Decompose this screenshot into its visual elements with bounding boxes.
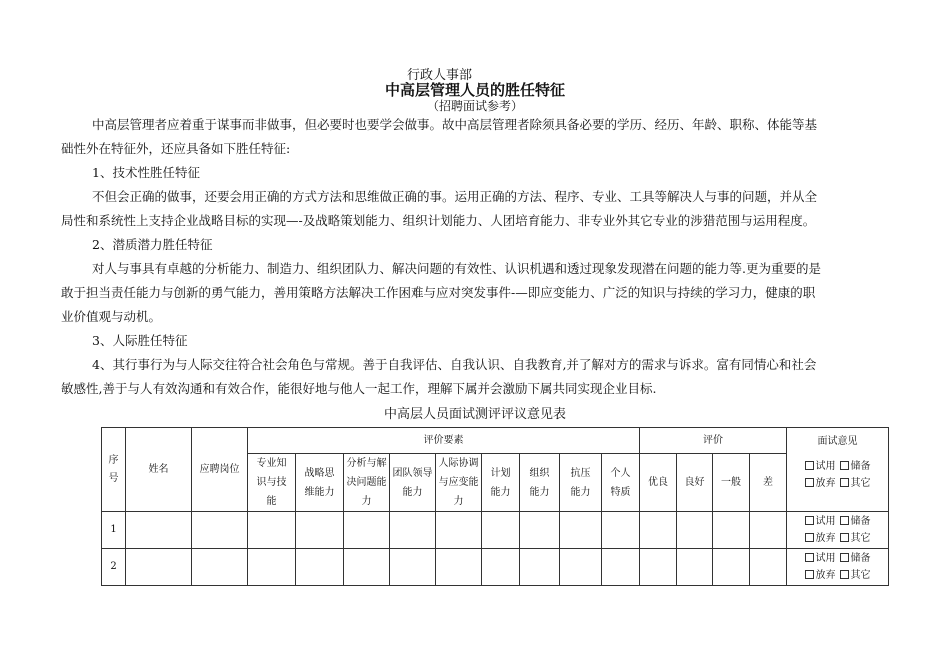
intro-paragraph-line: 中高层管理者应着重于谋事而非做事，但必要时也要学会做事。故中高层管理者除须具备必要的学历、经历、年龄、职称、体能等基: [92, 117, 818, 132]
checkbox[interactable]: [805, 553, 814, 562]
rating-header: 良好: [677, 454, 713, 512]
checkbox-label: 放弃: [815, 478, 836, 489]
score-cell[interactable]: [248, 512, 296, 549]
evaluation-table: [101, 427, 889, 586]
intro-paragraph-line: 础性外在特征外，还应具备如下胜任特征:: [61, 141, 291, 156]
rating-cell[interactable]: [677, 549, 713, 586]
score-cell[interactable]: [344, 549, 390, 586]
checkbox-label: 其它: [850, 533, 871, 544]
factor-header: 专业知识与技能: [248, 454, 296, 512]
checkbox[interactable]: [840, 516, 849, 525]
score-cell[interactable]: [248, 549, 296, 586]
body-text: [61, 113, 892, 401]
table-row: [102, 512, 889, 549]
score-cell[interactable]: [602, 549, 640, 586]
position-cell[interactable]: [192, 549, 248, 586]
header-name: 姓名: [126, 428, 192, 512]
factor-header: 人际协调与应变能力: [436, 454, 482, 512]
opinion-cell: [787, 512, 889, 549]
factor-header: 抗压能力: [560, 454, 602, 512]
position-cell[interactable]: [192, 512, 248, 549]
section-heading: 1、技术性胜任特征: [92, 165, 200, 180]
score-cell[interactable]: [296, 549, 344, 586]
rating-cell[interactable]: [677, 512, 713, 549]
score-cell[interactable]: [296, 512, 344, 549]
factor-header: 个人特质: [602, 454, 640, 512]
section2-paragraph-line: 业价值观与动机。: [61, 309, 162, 324]
factor-header: 计划能力: [482, 454, 520, 512]
checkbox[interactable]: [805, 570, 814, 579]
table-title: 中高层人员面试测评评议意见表: [383, 407, 566, 422]
checkbox-label: 储备: [850, 553, 871, 564]
score-cell[interactable]: [560, 512, 602, 549]
checkbox[interactable]: [805, 516, 814, 525]
factor-header: 分析与解决问题能力: [344, 454, 390, 512]
header-opinion: 面试意见 试用 储备 放弃 其它: [787, 428, 889, 512]
checkbox-label: 放弃: [815, 533, 836, 544]
header-rating-group: 评价: [640, 428, 787, 454]
score-cell[interactable]: [602, 512, 640, 549]
score-cell[interactable]: [436, 549, 482, 586]
row-seq: 2: [102, 549, 126, 586]
rating-header: 一般: [713, 454, 750, 512]
rating-cell[interactable]: [750, 512, 787, 549]
document-title: 中高层管理人员的胜任特征: [384, 81, 565, 99]
score-cell[interactable]: [482, 512, 520, 549]
checkbox[interactable]: [805, 478, 814, 487]
rating-header: 差: [750, 454, 787, 512]
score-cell[interactable]: [344, 512, 390, 549]
rating-header: 优良: [640, 454, 677, 512]
factor-header: 组织能力: [520, 454, 560, 512]
score-cell[interactable]: [390, 549, 436, 586]
checkbox-label: 储备: [850, 461, 871, 472]
department-label: 行政人事部: [407, 68, 473, 83]
score-cell[interactable]: [520, 549, 560, 586]
score-cell[interactable]: [436, 512, 482, 549]
header-factors-group: 评价要素: [248, 428, 640, 454]
checkbox[interactable]: [840, 570, 849, 579]
checkbox[interactable]: [805, 461, 814, 470]
checkbox-label: 储备: [850, 516, 871, 527]
rating-cell[interactable]: [640, 512, 677, 549]
checkbox-label: 试用: [815, 461, 836, 472]
factor-header: 团队领导能力: [390, 454, 436, 512]
section2-paragraph-line: 敢于担当责任能力与创新的勇气能力，善用策略方法解决工作困难与应对突发事件-—即应变能力、广泛的知识与持续的学习力，健康的职: [61, 285, 816, 300]
rating-cell[interactable]: [713, 549, 750, 586]
rating-cell[interactable]: [640, 549, 677, 586]
score-cell[interactable]: [390, 512, 436, 549]
section-heading: 2、潜质潜力胜任特征: [92, 237, 213, 252]
checkbox[interactable]: [840, 533, 849, 542]
checkbox-label: 试用: [815, 516, 836, 527]
header-seq: 序号: [102, 428, 126, 512]
section1-paragraph-line: 局性和系统性上支持企业战略目标的实现—-及战略策划能力、组织计划能力、人团培育能力、非专业外其它专业的涉猎范围与运用程度。: [61, 213, 816, 228]
section1-paragraph-line: 不但会正确的做事，还要会用正确的方式方法和思维做正确的事。运用正确的方法、程序、专业、工具等解决人与事的问题，并从全: [92, 189, 818, 204]
checkbox[interactable]: [840, 478, 849, 487]
checkbox[interactable]: [840, 461, 849, 470]
checkbox[interactable]: [805, 533, 814, 542]
rating-cell[interactable]: [713, 512, 750, 549]
checkbox-label: 试用: [815, 553, 836, 564]
header-position: 应聘岗位: [192, 428, 248, 512]
section2-paragraph-line: 对人与事具有卓越的分析能力、制造力、组织团队力、解决问题的有效性、认识机遇和透过现象发现潜在问题的能力等.更为重要的是: [92, 261, 821, 276]
name-cell[interactable]: [126, 549, 192, 586]
factor-header: 战略思维能力: [296, 454, 344, 512]
row-seq: 1: [102, 512, 126, 549]
table-row: [102, 549, 889, 586]
rating-cell[interactable]: [750, 549, 787, 586]
checkbox-label: 放弃: [815, 570, 836, 581]
score-cell[interactable]: [520, 512, 560, 549]
section4-paragraph-line: 4、其行事行为与人际交往符合社会角色与常规。善于自我评估、自我认识、自我教育,并了解对方的需求与诉求。富有同情心和社会: [92, 357, 817, 372]
document-subtitle: （招聘面试参考）: [426, 99, 523, 113]
score-cell[interactable]: [560, 549, 602, 586]
checkbox-label: 其它: [850, 570, 871, 581]
name-cell[interactable]: [126, 512, 192, 549]
opinion-cell: [787, 549, 889, 586]
section4-paragraph-line: 敏感性,善于与人有效沟通和有效合作，能很好地与他人一起工作，理解下属并会激励下属共同实现企业目标.: [61, 381, 657, 396]
section-heading: 3、人际胜任特征: [92, 333, 188, 348]
score-cell[interactable]: [482, 549, 520, 586]
checkbox-label: 其它: [850, 478, 871, 489]
checkbox[interactable]: [840, 553, 849, 562]
